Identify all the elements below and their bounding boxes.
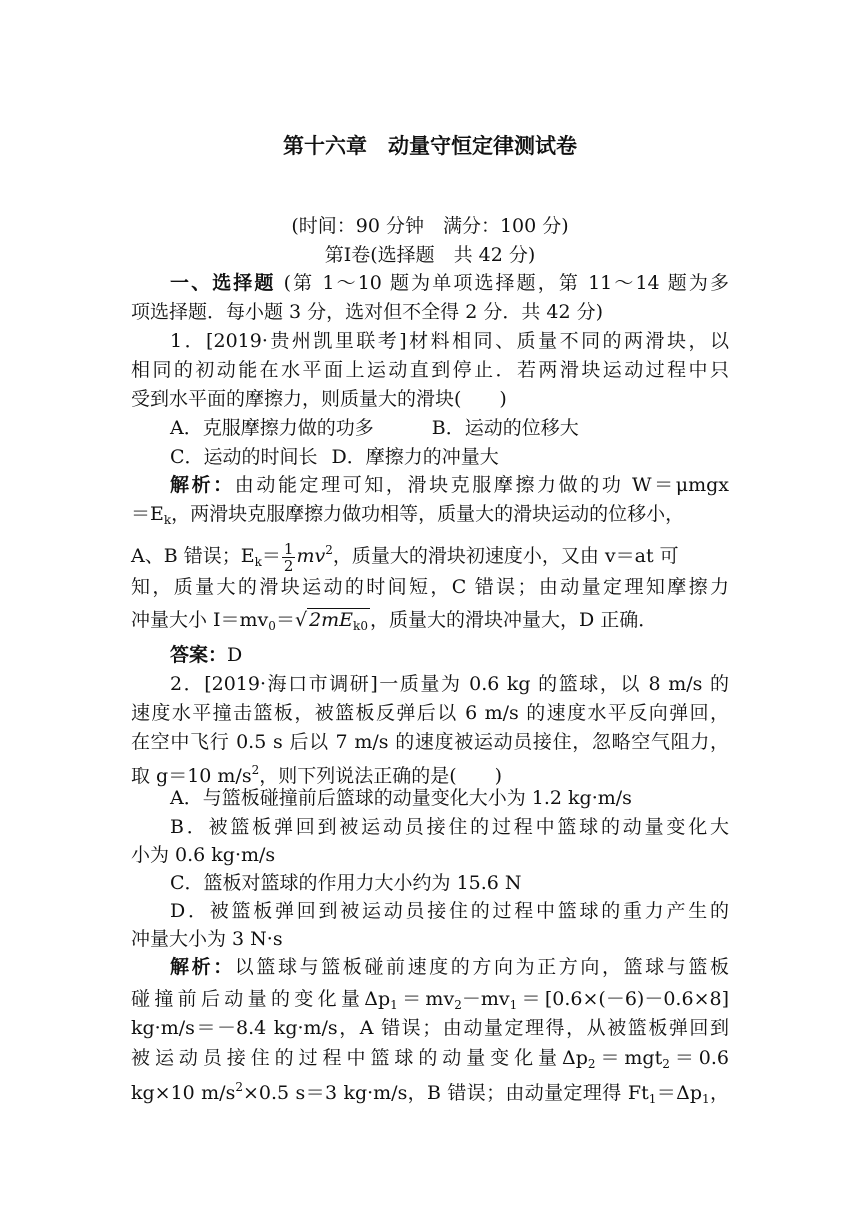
q1-analysis-2: $=E_k$，两滑块克服摩擦力做功相等，质量大的滑块运动的位移小， bbox=[131, 503, 685, 527]
q2-analysis-4: 被运动员接住的过程中篮球的动量变化量$\Delta p_2=mgt_2=0.6$ bbox=[131, 1047, 729, 1071]
q1-analysis-1: 解析：由动能定理可知，滑块克服摩擦力做的功 W＝μmgx bbox=[170, 474, 729, 496]
q2-analysis-2: 碰撞前后动量的变化量$\Delta p_1=mv_2-mv_1=[0.6\times(-6)-0.6\times 8]$ bbox=[131, 988, 729, 1012]
fraction-one-half: $\frac{1}{2}$ bbox=[283, 539, 294, 575]
section-instructions-2: 项选择题．每小题 3 分，选对但不全得 2 分．共 42 分) bbox=[131, 301, 604, 323]
q1-analysis-label: 解析： bbox=[170, 474, 235, 496]
q1-answer-value: D bbox=[227, 644, 243, 666]
q2-analysis-1: 解析：以篮球与篮板碰前速度的方向为正方向，篮球与篮板 bbox=[170, 956, 729, 978]
page-title: 第十六章 动量守恒定律测试卷 bbox=[283, 134, 577, 158]
q2-option-a: A．与篮板碰撞前后篮球的动量变化大小为 1.2 kg·m/s bbox=[170, 787, 632, 809]
q1-option-d: D．摩擦力的冲量大 bbox=[331, 446, 499, 468]
q1-answer-label: 答案： bbox=[170, 644, 228, 666]
q1-analysis-3: A、B 错误；$E_k=$ $\frac{1}{2}$ $mv^2$，质量大的滑块初速度小，又由 v＝at 可 bbox=[131, 539, 679, 575]
q1-options-ab bbox=[170, 413, 729, 443]
q2-option-c: C．篮板对篮球的作用力大小约为 15.6 N bbox=[170, 872, 522, 894]
q1-stem-2: 相同的初动能在水平面上运动直到停止．若两滑块运动过程中只 bbox=[131, 359, 729, 381]
q2-stem-1: 2．[2019·海口市调研]一质量为 0.6 kg 的篮球，以 8 m/s 的 bbox=[170, 673, 729, 695]
q2-analysis-5: kg×10 $m/s^2\times 0.5$ s＝3 kg·m/s，B 错误；由动量定理得 $Ft_1=\Delta p_1$， bbox=[131, 1080, 729, 1106]
q1-analysis-4: 知，质量大的滑块运动的时间短，C 错误；由动量定理知摩擦力 bbox=[131, 576, 729, 598]
section-heading-line bbox=[170, 268, 729, 298]
q2-analysis-3: kg·m/s＝－8.4 kg·m/s，A 错误；由动量定理得，从被篮板弹回到 bbox=[131, 1017, 729, 1039]
q2-option-d-1: D．被篮板弹回到被运动员接住的过程中篮球的重力产生的 bbox=[170, 900, 729, 922]
q1-stem-3: 受到水平面的摩擦力，则质量大的滑块( ) bbox=[131, 388, 507, 410]
square-root: √ $2mE_{k0}$ bbox=[294, 609, 368, 633]
q2-option-b-1: B．被篮板弹回到被运动员接住的过程中篮球的动量变化大 bbox=[170, 816, 729, 838]
q2-option-d-2: 冲量大小为 3 N·s bbox=[131, 928, 283, 950]
q2-option-b-2: 小为 0.6 kg·m/s bbox=[131, 844, 276, 866]
section-instructions: (第 1～10 题为单项选择题，第 11～14 题为多 bbox=[283, 272, 729, 294]
q1-option-a: A．克服摩擦力做的功多 bbox=[170, 417, 374, 439]
q1-options-cd bbox=[170, 442, 729, 472]
q2-stem-2: 速度水平撞击篮板，被篮板反弹后以 6 m/s 的速度水平反向弹回， bbox=[131, 702, 729, 724]
q1-option-b: B．运动的位移大 bbox=[431, 417, 579, 439]
section-heading: 一、选择题 bbox=[170, 272, 276, 294]
q1-option-c: C．运动的时间长 bbox=[170, 446, 318, 468]
q1-analysis-5: 冲量大小 $I=mv_0=√$ $2mE_{k0}$ ，质量大的滑块冲量大，D 正确． bbox=[131, 605, 729, 641]
q1-answer bbox=[170, 640, 729, 670]
volume-heading: 第Ⅰ卷(选择题 共 42 分) bbox=[324, 244, 536, 266]
q2-stem-4: 取 g＝10 $m/s^2$，则下列说法正确的是( ) bbox=[131, 763, 503, 787]
exam-info: (时间：90 分钟 满分：100 分) bbox=[291, 215, 569, 237]
q2-stem-3: 在空中飞行 0.5 s 后以 7 m/s 的速度被运动员接住，忽略空气阻力， bbox=[131, 731, 729, 753]
q2-analysis-label: 解析： bbox=[170, 956, 235, 978]
q1-stem-1: 1．[2019·贵州凯里联考]材料相同、质量不同的两滑块，以 bbox=[170, 330, 729, 352]
